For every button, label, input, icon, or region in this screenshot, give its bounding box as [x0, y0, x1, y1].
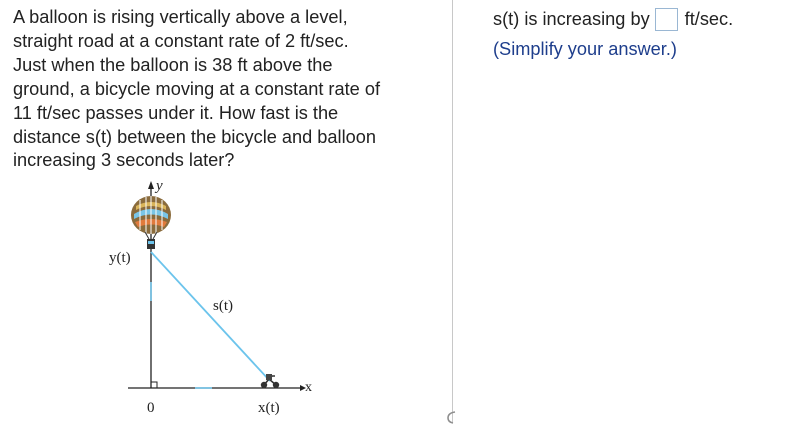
bicycle-icon	[261, 374, 279, 388]
right-angle-marker	[151, 382, 157, 388]
answer-unit: ft/sec.	[684, 9, 734, 29]
xt-label: x(t)	[258, 400, 280, 416]
question-text	[13, 6, 423, 173]
st-label: s(t)	[213, 298, 233, 314]
balloon-icon	[131, 196, 171, 249]
question-line: ground, a bicycle moving at a constant rate of	[13, 78, 380, 99]
question-line: 11 ft/sec passes under it. How fast is the	[13, 102, 339, 123]
question-line: Just when the balloon is 38 ft above the	[13, 54, 333, 75]
y-axis-label: y	[156, 178, 163, 194]
answer-input[interactable]	[655, 8, 678, 31]
question-line: A balloon is rising vertically above a level,	[13, 7, 348, 27]
question-line: distance s(t) between the bicycle and balloon	[13, 126, 376, 147]
simplify-hint: (Simplify your answer.)	[493, 39, 677, 59]
answer-pane	[453, 0, 791, 422]
distance-line	[151, 252, 270, 381]
question-line: straight road at a constant rate of 2 ft/sec.	[13, 30, 349, 51]
balloon-bicycle-diagram	[100, 176, 340, 422]
x-axis-label: x	[305, 380, 312, 395]
origin-label: 0	[147, 400, 155, 416]
question-line: increasing 3 seconds later?	[13, 150, 235, 171]
yt-label: y(t)	[109, 250, 131, 266]
answer-row	[493, 7, 733, 31]
y-axis-arrow	[148, 181, 154, 189]
answer-prefix: s(t) is increasing by	[493, 9, 650, 29]
